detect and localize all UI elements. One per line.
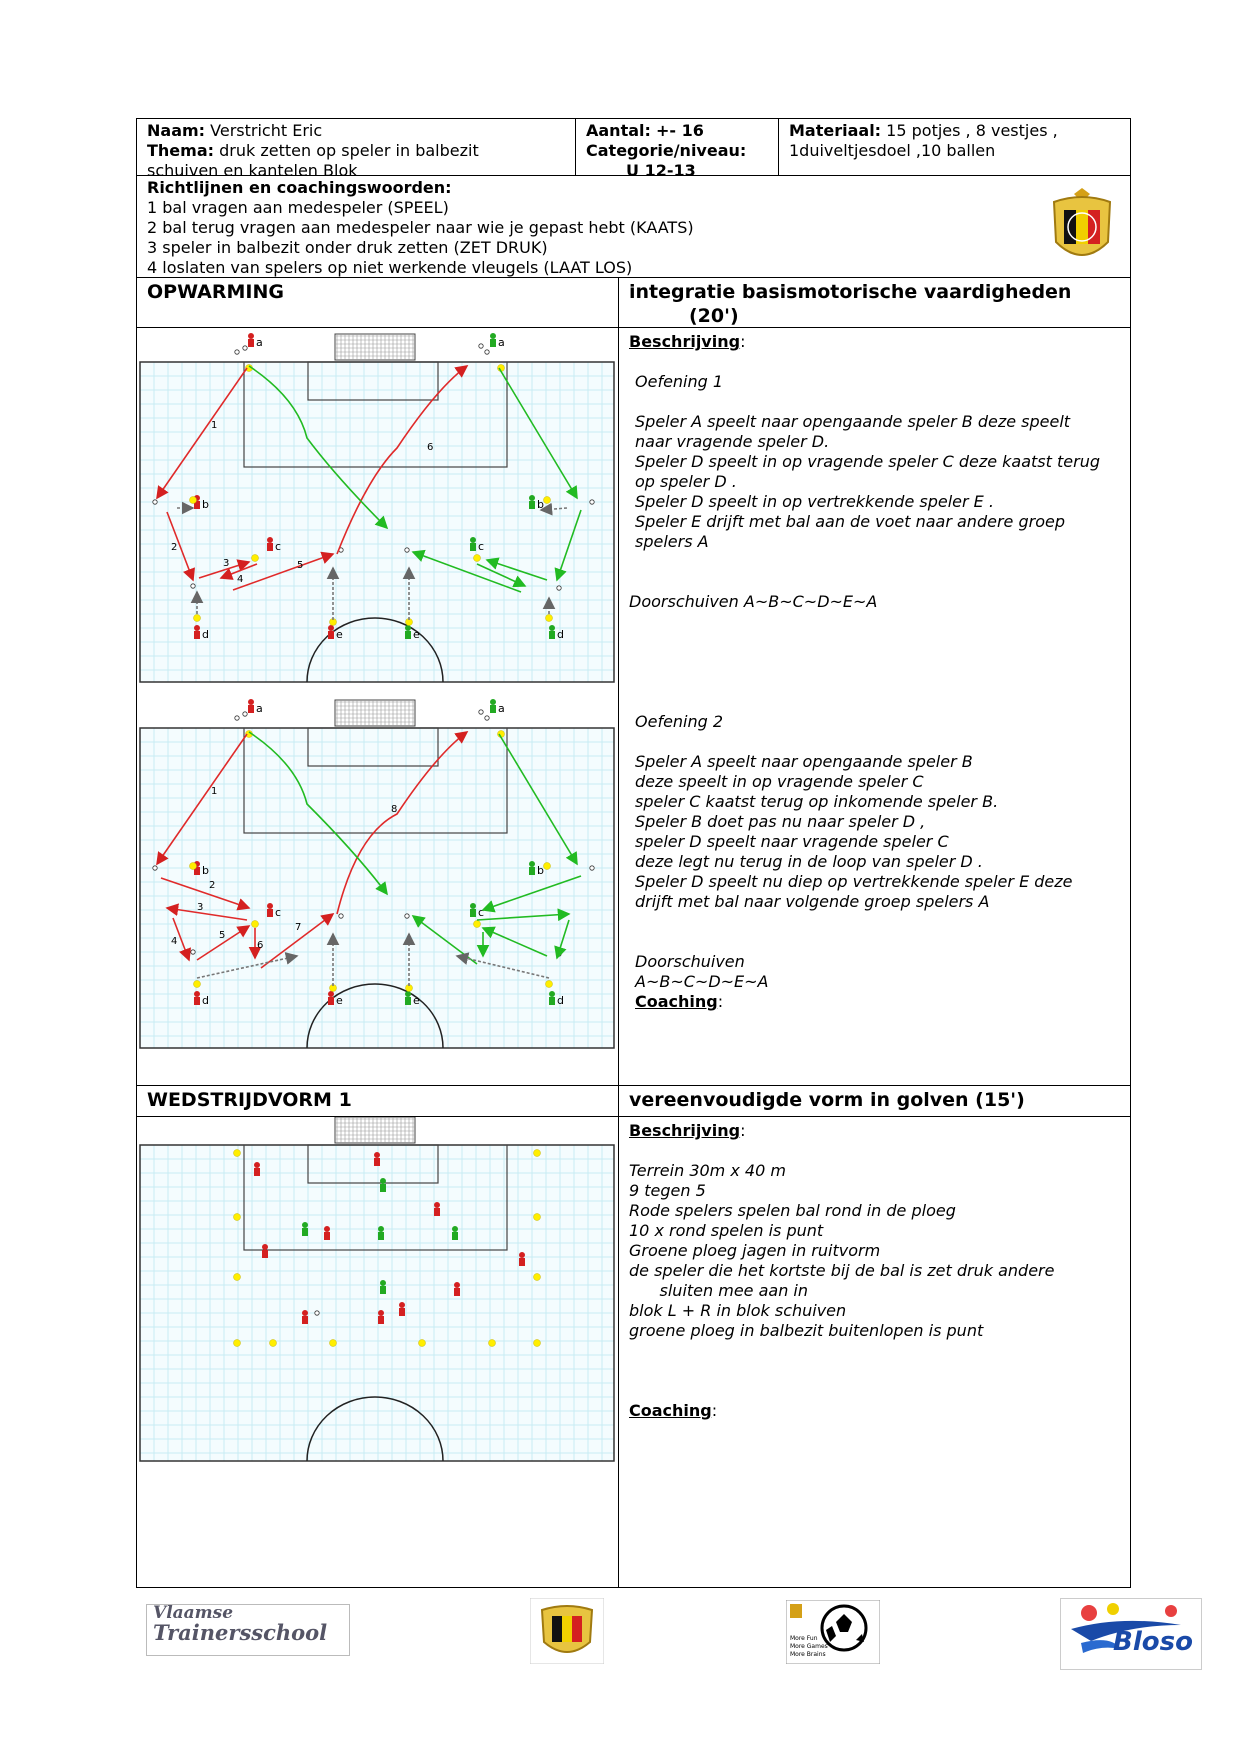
field-background bbox=[140, 1145, 614, 1461]
pass-number: 5 bbox=[297, 560, 304, 571]
player-label: b bbox=[537, 498, 544, 511]
materiaal-value: 15 potjes , 8 vestjes , bbox=[886, 121, 1058, 140]
player-body bbox=[378, 1232, 384, 1240]
cone bbox=[534, 1214, 541, 1221]
red-player bbox=[324, 1226, 330, 1240]
red-player bbox=[328, 625, 343, 641]
richtlijnen-row bbox=[137, 176, 1130, 278]
oef2-line: Speler D speelt nu diep op vertrekkende speler E deze bbox=[635, 872, 1073, 891]
wedstrijd-line: de speler die het kortste bij de bal is zet druk andere bbox=[629, 1261, 1055, 1280]
cone bbox=[489, 1340, 496, 1347]
pass-number: 2 bbox=[171, 542, 178, 553]
player-head bbox=[194, 991, 200, 997]
green-player bbox=[380, 1280, 386, 1294]
green-player bbox=[529, 495, 544, 511]
cone bbox=[546, 615, 553, 622]
player-body bbox=[529, 501, 535, 509]
oefening-1-rotation: Doorschuiven A~B~C~D~E~A bbox=[629, 592, 878, 611]
oef2-line: speler D speelt naar vragende speler C bbox=[635, 832, 949, 851]
wedstrijdvorm-diagram-cell bbox=[137, 1117, 619, 1587]
player-head bbox=[328, 625, 334, 631]
player-body bbox=[519, 1258, 525, 1266]
wedstrijd-line: Groene ploeg jagen in ruitvorm bbox=[629, 1241, 881, 1260]
green-player bbox=[529, 861, 544, 877]
wedstrijdvorm-subtitle: vereenvoudigde vorm in golven (15') bbox=[629, 1089, 1025, 1111]
aantal-label: Aantal: bbox=[586, 121, 651, 140]
player-body bbox=[405, 631, 411, 639]
ball bbox=[191, 584, 195, 588]
vlaamse-trainersschool-logo bbox=[146, 1604, 350, 1656]
naam-thema-cell bbox=[137, 119, 576, 180]
player-label: d bbox=[557, 628, 564, 641]
oef1-line: op speler D . bbox=[635, 472, 737, 491]
oef1-line: Speler A speelt naar opengaande speler B deze speelt bbox=[635, 412, 1071, 431]
green-player bbox=[378, 1226, 384, 1240]
opwarming-duration: (20') bbox=[689, 305, 739, 327]
richtlijn-item: 2 bal terug vragen aan medespeler naar wie je gepast hebt (KAATS) bbox=[147, 218, 694, 237]
wedstrijdvorm-header-row bbox=[137, 1086, 1130, 1117]
richtlijn-item: 4 loslaten van spelers op niet werkende vleugels (LAAT LOS) bbox=[147, 258, 633, 277]
red-player bbox=[328, 991, 343, 1007]
oef2-line: deze legt nu terug in de loop van speler D . bbox=[635, 852, 983, 871]
opwarming-header-row bbox=[137, 278, 1130, 328]
oef2-line: Speler A speelt naar opengaande speler B bbox=[635, 752, 973, 771]
player-label: e bbox=[336, 628, 343, 641]
oefening-2-rotation: A~B~C~D~E~A bbox=[635, 972, 769, 991]
cone bbox=[194, 615, 201, 622]
pass-number: 6 bbox=[427, 442, 434, 453]
ball bbox=[235, 716, 239, 720]
player-head bbox=[549, 625, 555, 631]
player-label: d bbox=[202, 628, 209, 641]
training-sheet bbox=[136, 118, 1131, 1588]
cone bbox=[252, 555, 259, 562]
opwarming-subtitle: integratie basismotorische vaardigheden bbox=[629, 281, 1072, 303]
red-player bbox=[399, 1302, 405, 1316]
cone bbox=[474, 555, 481, 562]
player-head bbox=[302, 1222, 308, 1228]
oefening-2-field-diagram bbox=[137, 694, 619, 1050]
player-head bbox=[374, 1152, 380, 1158]
ball bbox=[557, 586, 561, 590]
green-player bbox=[452, 1226, 458, 1240]
pass-number: 5 bbox=[219, 930, 226, 941]
cone bbox=[234, 1274, 241, 1281]
red-player bbox=[248, 699, 263, 715]
wedstrijdvorm-field-diagram bbox=[137, 1117, 619, 1467]
red-player bbox=[194, 625, 209, 641]
player-head bbox=[267, 537, 273, 543]
player-label: d bbox=[557, 994, 564, 1007]
player-body bbox=[399, 1308, 405, 1316]
pass-number: 1 bbox=[211, 420, 218, 431]
oef1-line: Speler D speelt in op vragende speler C deze kaatst terug bbox=[635, 452, 1100, 471]
player-head bbox=[302, 1310, 308, 1316]
player-label: c bbox=[478, 906, 485, 919]
player-head bbox=[380, 1178, 386, 1184]
red-player bbox=[378, 1310, 384, 1324]
bloso-text: Bloso bbox=[1113, 1627, 1193, 1657]
pass-number: 3 bbox=[197, 902, 204, 913]
cone bbox=[194, 981, 201, 988]
green-player bbox=[490, 333, 505, 349]
cone bbox=[270, 1340, 277, 1347]
more-fun-football-logo bbox=[786, 1600, 880, 1664]
cone bbox=[546, 981, 553, 988]
wedstrijd-line: Terrein 30m x 40 m bbox=[629, 1161, 786, 1180]
player-head bbox=[378, 1226, 384, 1232]
player-head bbox=[262, 1244, 268, 1250]
red-player bbox=[194, 861, 209, 877]
categorie-label: Categorie/niveau: bbox=[586, 141, 747, 160]
player-label: c bbox=[478, 540, 485, 553]
player-head bbox=[470, 903, 476, 909]
player-label: c bbox=[275, 906, 282, 919]
ball bbox=[243, 712, 247, 716]
wedstrijd-line: sluiten mee aan in bbox=[629, 1281, 809, 1300]
player-head bbox=[519, 1252, 525, 1258]
thema-value-2: schuiven en kantelen Blok bbox=[147, 161, 358, 180]
player-body bbox=[470, 543, 476, 551]
wedstrijd-line: 9 tegen 5 bbox=[629, 1181, 706, 1200]
pass-number: 2 bbox=[209, 880, 216, 891]
materiaal-cell bbox=[779, 119, 1130, 175]
red-player bbox=[302, 1310, 308, 1324]
cone bbox=[419, 1340, 426, 1347]
aantal-value: +- 16 bbox=[656, 121, 704, 140]
thema-value: druk zetten op speler in balbezit bbox=[219, 141, 479, 160]
player-head bbox=[434, 1202, 440, 1208]
header-row bbox=[137, 119, 1130, 180]
oefening-2-rotation-label: Doorschuiven bbox=[635, 952, 745, 971]
materiaal-value-2: 1duiveltjesdoel ,10 ballen bbox=[789, 141, 996, 160]
ball bbox=[405, 914, 409, 918]
green-player bbox=[380, 1178, 386, 1192]
player-label: a bbox=[498, 336, 505, 349]
cone bbox=[534, 1340, 541, 1347]
pass-number: 6 bbox=[257, 940, 264, 951]
green-player bbox=[470, 537, 484, 553]
player-body bbox=[380, 1286, 386, 1294]
player-head bbox=[248, 333, 254, 339]
player-label: a bbox=[256, 702, 263, 715]
cone bbox=[544, 863, 551, 870]
player-head bbox=[549, 991, 555, 997]
pass-number: 7 bbox=[295, 922, 302, 933]
oef2-line: deze speelt in op vragende speler C bbox=[635, 772, 924, 791]
player-body bbox=[328, 997, 334, 1005]
player-head bbox=[490, 333, 496, 339]
opwarming-diagrams bbox=[137, 328, 619, 1085]
ball bbox=[191, 950, 195, 954]
player-label: b bbox=[202, 498, 209, 511]
player-body bbox=[254, 1168, 260, 1176]
player-body bbox=[549, 997, 555, 1005]
oefening-1-title: Oefening 1 bbox=[635, 372, 724, 391]
ball bbox=[479, 344, 483, 348]
ball bbox=[339, 914, 343, 918]
red-player bbox=[454, 1282, 460, 1296]
cone bbox=[190, 863, 197, 870]
wedstrijd-line: blok L + R in blok schuiven bbox=[629, 1301, 847, 1320]
naam-value: Verstricht Eric bbox=[210, 121, 323, 140]
red-player bbox=[267, 537, 281, 553]
cone bbox=[474, 921, 481, 928]
player-label: b bbox=[537, 864, 544, 877]
player-head bbox=[194, 625, 200, 631]
player-body bbox=[328, 631, 334, 639]
ball bbox=[590, 500, 594, 504]
player-label: b bbox=[202, 864, 209, 877]
opwarming-content-row bbox=[137, 328, 1130, 1086]
player-label: e bbox=[413, 628, 420, 641]
ball bbox=[405, 548, 409, 552]
pass-number: 3 bbox=[223, 558, 230, 569]
ball bbox=[485, 716, 489, 720]
ball bbox=[315, 1311, 319, 1315]
cone bbox=[534, 1274, 541, 1281]
materiaal-label: Materiaal: bbox=[789, 121, 882, 140]
bloso-logo bbox=[1060, 1598, 1202, 1670]
oef2-line: speler C kaatst terug op inkomende speler B. bbox=[635, 792, 999, 811]
player-body bbox=[378, 1316, 384, 1324]
aantal-cell bbox=[576, 119, 779, 180]
more-fun-text: More Fun bbox=[790, 1635, 818, 1642]
player-label: a bbox=[256, 336, 263, 349]
cone bbox=[234, 1214, 241, 1221]
richtlijn-item: 3 speler in balbezit onder druk zetten (ZET DRUK) bbox=[147, 238, 548, 257]
cone bbox=[234, 1340, 241, 1347]
oef1-line: Speler D speelt in op vertrekkende speler E . bbox=[635, 492, 994, 511]
cone bbox=[252, 921, 259, 928]
kbvb-crest-footer-logo bbox=[530, 1598, 604, 1664]
player-body bbox=[262, 1250, 268, 1258]
green-player bbox=[405, 625, 420, 641]
oef2-line: drijft met bal naar volgende groep spelers A bbox=[635, 892, 990, 911]
ball bbox=[153, 500, 157, 504]
player-label: e bbox=[336, 994, 343, 1007]
oef1-line: naar vragende speler D. bbox=[635, 432, 830, 451]
player-body bbox=[302, 1228, 308, 1236]
cone bbox=[234, 1150, 241, 1157]
field-background bbox=[140, 362, 614, 682]
player-body bbox=[194, 997, 200, 1005]
red-player bbox=[434, 1202, 440, 1216]
opwarming-title: OPWARMING bbox=[137, 278, 619, 327]
green-player bbox=[302, 1222, 308, 1236]
green-player bbox=[470, 903, 484, 919]
ball bbox=[590, 866, 594, 870]
ball bbox=[485, 350, 489, 354]
naam-label: Naam: bbox=[147, 121, 206, 140]
player-head bbox=[267, 903, 273, 909]
ball bbox=[235, 350, 239, 354]
player-body bbox=[549, 631, 555, 639]
pass-number: 8 bbox=[391, 804, 398, 815]
kbvb-crest-logo bbox=[1046, 184, 1118, 270]
oefening-2-title: Oefening 2 bbox=[635, 712, 724, 731]
player-head bbox=[328, 991, 334, 997]
player-body bbox=[267, 543, 273, 551]
ball bbox=[153, 866, 157, 870]
player-body bbox=[374, 1158, 380, 1166]
wedstrijd-coaching-label: Coaching bbox=[629, 1401, 712, 1420]
player-body bbox=[529, 867, 535, 875]
wedstrijd-line: 10 x rond spelen is punt bbox=[629, 1221, 824, 1240]
player-body bbox=[248, 339, 254, 347]
richtlijn-item: 1 bal vragen aan medespeler (SPEEL) bbox=[147, 198, 449, 217]
player-head bbox=[490, 699, 496, 705]
footer-logos bbox=[0, 1598, 1241, 1678]
player-head bbox=[248, 699, 254, 705]
player-body bbox=[470, 909, 476, 917]
thema-label: Thema: bbox=[147, 141, 215, 160]
cone bbox=[190, 497, 197, 504]
cone bbox=[330, 1340, 337, 1347]
ball bbox=[479, 710, 483, 714]
coaching-label: Coaching bbox=[635, 992, 718, 1011]
player-body bbox=[248, 705, 254, 713]
pass-number: 4 bbox=[171, 936, 178, 947]
oefening-1-field-diagram bbox=[137, 328, 619, 684]
player-label: a bbox=[498, 702, 505, 715]
player-body bbox=[302, 1316, 308, 1324]
green-player bbox=[405, 991, 420, 1007]
player-head bbox=[452, 1226, 458, 1232]
player-body bbox=[380, 1184, 386, 1192]
wedstrijdvorm-title: WEDSTRIJDVORM 1 bbox=[137, 1086, 619, 1116]
player-head bbox=[470, 537, 476, 543]
richtlijnen-cell bbox=[137, 176, 1130, 277]
pass-number: 1 bbox=[211, 786, 218, 797]
player-head bbox=[529, 861, 535, 867]
wedstrijd-line: Rode spelers spelen bal rond in de ploeg bbox=[629, 1201, 956, 1220]
player-label: c bbox=[275, 540, 282, 553]
red-player bbox=[374, 1152, 380, 1166]
player-head bbox=[254, 1162, 260, 1168]
richtlijnen-title: Richtlijnen en coachingswoorden: bbox=[147, 178, 452, 197]
vts-line-2: Trainersschool bbox=[153, 1620, 328, 1645]
pass-number: 4 bbox=[237, 574, 244, 585]
wedstrijdvorm-text: Beschrijving: Terrein 30m x 40 m 9 tegen 5 Rode spelers spelen bal rond in de ploeg 10 x rond spelen is punt Groene ploeg jagen in ruitvorm de speler die het kortste bij de bal is zet druk andere sluiten mee aan in blok L + R in blok schuiven groene ploeg in balbezit buitenlopen is punt Coaching: bbox=[619, 1117, 1130, 1587]
red-player bbox=[262, 1244, 268, 1258]
player-body bbox=[490, 705, 496, 713]
player-body bbox=[434, 1208, 440, 1216]
green-player bbox=[549, 991, 564, 1007]
player-body bbox=[452, 1232, 458, 1240]
oefening-2-description bbox=[629, 752, 1120, 912]
beschrijving-label: Beschrijving bbox=[629, 332, 741, 351]
red-player bbox=[267, 903, 281, 919]
red-player bbox=[254, 1162, 260, 1176]
player-label: e bbox=[413, 994, 420, 1007]
ball bbox=[243, 346, 247, 350]
red-player bbox=[194, 495, 209, 511]
player-head bbox=[405, 991, 411, 997]
oef1-line: spelers A bbox=[635, 532, 709, 551]
player-head bbox=[529, 495, 535, 501]
green-player bbox=[549, 625, 564, 641]
oef2-line: Speler B doet pas nu naar speler D , bbox=[635, 812, 926, 831]
cone bbox=[544, 497, 551, 504]
red-player bbox=[194, 991, 209, 1007]
wedstrijdvorm-content-row bbox=[137, 1117, 1130, 1587]
player-label: d bbox=[202, 994, 209, 1007]
player-head bbox=[399, 1302, 405, 1308]
player-body bbox=[405, 997, 411, 1005]
player-body bbox=[454, 1288, 460, 1296]
red-player bbox=[248, 333, 263, 349]
svg-text:More Games: More Games bbox=[790, 1643, 828, 1650]
wedstrijd-beschrijving-label: Beschrijving bbox=[629, 1121, 741, 1140]
player-head bbox=[380, 1280, 386, 1286]
green-player bbox=[490, 699, 505, 715]
categorie-value: U 12-13 bbox=[626, 161, 696, 180]
player-head bbox=[378, 1310, 384, 1316]
oef1-line: Speler E drijft met bal aan de voet naar andere groep bbox=[635, 512, 1065, 531]
player-body bbox=[324, 1232, 330, 1240]
oefening-1-description bbox=[629, 412, 1120, 552]
player-body bbox=[490, 339, 496, 347]
cone bbox=[534, 1150, 541, 1157]
player-head bbox=[324, 1226, 330, 1232]
opwarming-text: Beschrijving: Oefening 1 Speler A speelt naar opengaande speler B deze speelt naar vragende speler D. Speler D speelt in op vragende speler C deze kaatst terug op speler D . Speler D speelt in op vertrekkende speler E . Speler E drijft met bal aan de voet naar andere groep spelers A Doorschuiven A~B~C~D~E~A Oefening 2 Speler A speelt naar opengaande speler B deze speelt in op vragende speler C speler C kaatst terug op inkomende speler B. Speler B doet pas nu naar speler D , speler D speelt naar vragende speler C deze legt nu terug in de loop van speler D . Speler D speelt nu diep op vertrekkende speler E deze drijft met bal naar volgende groep spelers A Doorschuiven A~B~C~D~E~A Coaching: bbox=[619, 328, 1130, 1085]
wedstrijd-line: groene ploeg in balbezit buitenlopen is punt bbox=[629, 1321, 984, 1340]
player-head bbox=[405, 625, 411, 631]
svg-text:More Brains: More Brains bbox=[790, 1651, 826, 1658]
red-player bbox=[519, 1252, 525, 1266]
player-body bbox=[194, 631, 200, 639]
vts-line-1: Vlaamse bbox=[153, 1603, 234, 1623]
player-head bbox=[454, 1282, 460, 1288]
opwarming-subtitle-cell bbox=[619, 278, 1130, 327]
player-body bbox=[267, 909, 273, 917]
